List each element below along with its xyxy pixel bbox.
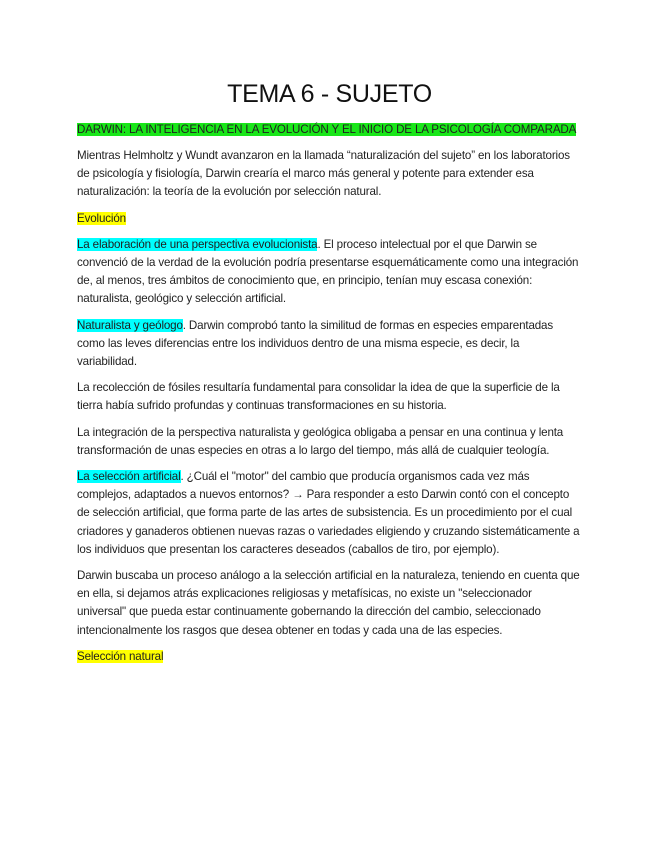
subheading-evolucion: [77, 210, 582, 228]
paragraph-integracion: La integración de la perspectiva naturalista y geológica obligaba a pensar en una continua y lenta transformación de unas especies en otras a lo largo del tiempo, más allá de cualquier teología.: [77, 425, 564, 457]
subheading-evolucion-text: Evolución: [77, 211, 126, 225]
subheading-seleccion-natural-text: Selección natural: [77, 649, 164, 663]
document-page: [77, 78, 582, 674]
highlight-perspectiva: La elaboración de una perspectiva evolucionista: [77, 237, 318, 251]
paragraph-analogo: Darwin buscaba un proceso análogo a la selección artificial en la naturaleza, teniendo en cuenta que en ella, si dejamos atrás explicaciones religiosas y metafísicas, no existe un "seleccionador universal" que pueda estar continuamente gobernando la dirección del cambio, seleccionado intencionalmente los rasgos que desea obtener en todas y cada una de las especies.: [77, 569, 580, 637]
intro-paragraph: Mientras Helmholtz y Wundt avanzaron en la llamada “naturalización del sujeto” en los laboratorios de psicología y fisiología, Darwin crearía el marco más general y potente para extender esa naturalización: la teoría de la evolución por selección natural.: [77, 149, 570, 199]
paragraph-perspectiva-text: . El proceso intelectual por el que Darwin se convenció de la verdad de la evolución podría presentarse esquemáticamente como una integración de, al menos, tres ámbitos de conocimiento que, en principio, tenían muy escasa conexión: naturalista, geológico y selección artificial.: [77, 237, 579, 306]
paragraph-perspectiva: [77, 236, 582, 309]
paragraph-seleccion-artificial-text: . ¿Cuál el "motor" del cambio que producía organismos cada vez más complejos, adaptados a nuevos entornos? → Para responder a esto Darwin contó con el concepto de selección artificial, que forma parte de las artes de subsistencia. Es un procedimiento por el cual criadores y ganaderos obtienen nuevas razas o variedades eligiendo y cruzando sistemáticamente a los individuos que presentan los caracteres deseados (caballos de tiro, por ejemplo).: [77, 470, 580, 556]
page-title: TEMA 6 - SUJETO: [227, 80, 432, 108]
subheading-seleccion-natural: [77, 648, 582, 666]
paragraph-naturalista-text: . Darwin comprobó tanto la similitud de formas en especies emparentadas como las leves diferencias entre los individuos dentro de una misma especie, es decir, la variabilidad.: [77, 318, 553, 369]
paragraph-naturalista: [77, 317, 582, 372]
paragraph-fosiles: La recolección de fósiles resultaría fundamental para consolidar la idea de que la superficie de la tierra había sufrido profundas y continuas transformaciones en su historia.: [77, 381, 560, 413]
section-heading-text: DARWIN: LA INTELIGENCIA EN LA EVOLUCIÓN Y EL INICIO DE LA PSICOLOGÍA COMPARADA: [77, 123, 577, 136]
paragraph-seleccion-artificial: [77, 468, 582, 559]
highlight-naturalista: Naturalista y geólogo: [77, 318, 183, 332]
highlight-seleccion-artificial: La selección artificial: [77, 470, 181, 484]
section-heading: [77, 121, 582, 139]
